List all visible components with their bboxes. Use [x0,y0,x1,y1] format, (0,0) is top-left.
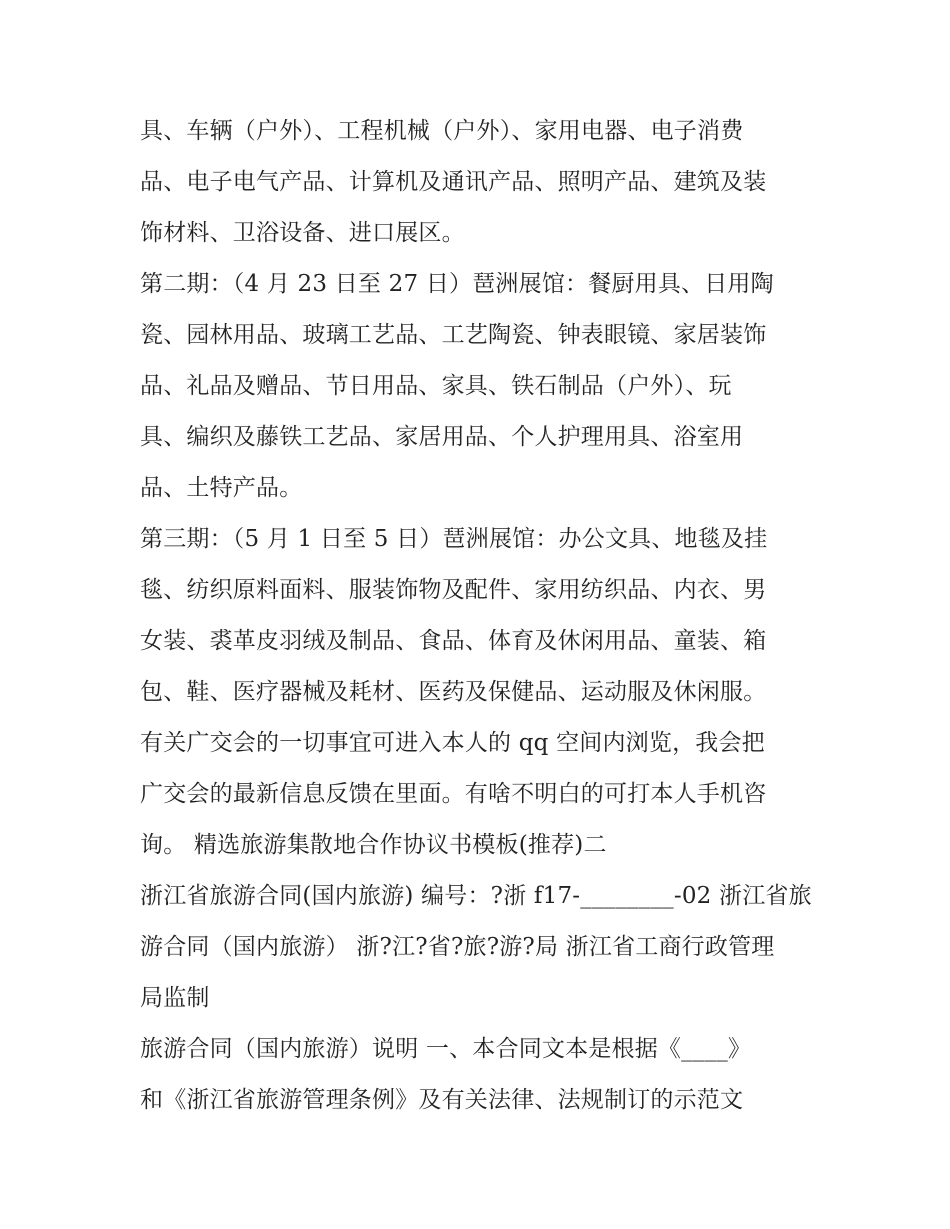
text-line: 询。 精选旅游集散地合作协议书模板(推荐)二 [140,832,607,858]
text-line: 女装、裘革皮羽绒及制品、食品、体育及休闲用品、童装、箱 [140,628,767,654]
text-line: 局监制 [140,985,210,1011]
paragraph-phase3 [140,514,820,871]
text-line: 饰材料、卫浴设备、进口展区。 [140,220,465,246]
paragraph-contract-notes [140,1024,820,1126]
text-line: 浙江省旅游合同(国内旅游) 编号：?浙 f17-________-02 浙江省旅 [140,883,812,909]
text-line: 有关广交会的一切事宜可进入本人的 qq 空间内浏览，我会把 [140,730,765,756]
text-line: 具、车辆（户外）、工程机械（户外）、家用电器、电子消费 [140,118,744,144]
text-line: 具、编织及藤铁工艺品、家居用品、个人护理用具、浴室用 [140,424,744,450]
text-line: 品、土特产品。 [140,475,303,501]
paragraph-contract-header [140,871,820,1024]
text-line: 广交会的最新信息反馈在里面。有啥不明白的可打本人手机咨 [140,781,767,807]
text-line: 第二期：（4 月 23 日至 27 日）琶洲展馆：餐厨用具、日用陶 [140,271,774,297]
document-page [140,106,820,1126]
text-line: 瓷、园林用品、玻璃工艺品、工艺陶瓷、钟表眼镜、家居装饰 [140,322,767,348]
text-line: 游合同（国内旅游） 浙?江?省?旅?游?局 浙江省工商行政管理 [140,934,775,960]
text-line: 品、电子电气产品、计算机及通讯产品、照明产品、建筑及装 [140,169,767,195]
text-line: 第三期：（5 月 1 日至 5 日）琶洲展馆：办公文具、地毯及挂 [140,526,768,552]
text-line: 毯、纺织原料面料、服装饰物及配件、家用纺织品、内衣、男 [140,577,767,603]
text-line: 包、鞋、医疗器械及耗材、医药及保健品、运动服及休闲服。 [140,679,767,705]
paragraph-phase2 [140,259,820,514]
text-line: 和《浙江省旅游管理条例》及有关法律、法规制订的示范文 [140,1087,744,1113]
paragraph-exhibits-phase1-tail [140,106,820,259]
text-line: 品、礼品及赠品、节日用品、家具、铁石制品（户外）、玩 [140,373,732,399]
text-line: 旅游合同（国内旅游）说明 一、本合同文本是根据《____》 [140,1036,752,1062]
